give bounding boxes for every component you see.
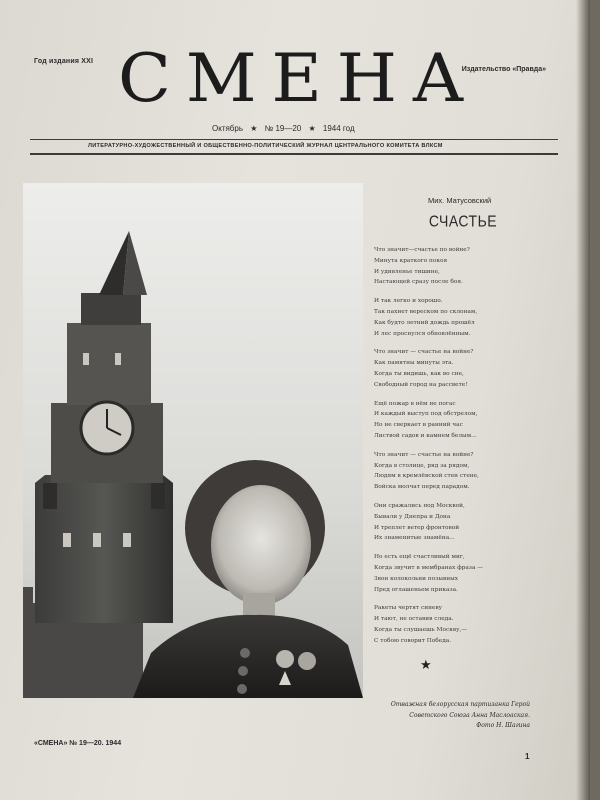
issue-line bbox=[212, 124, 360, 133]
star-icon: ★ bbox=[250, 124, 258, 133]
header-rule-top bbox=[30, 139, 558, 140]
poem-line: Как памятны минуты эта. bbox=[374, 360, 454, 367]
poem-line: Но не сверкает в ранний час bbox=[374, 422, 463, 429]
poem-line: И так легко и хорошо. bbox=[374, 298, 443, 305]
poem-line: Когда в столице, ряд за рядом, bbox=[374, 462, 470, 469]
star-icon: ★ bbox=[308, 124, 316, 133]
poem-line: Что значит — счастье на войне? bbox=[374, 349, 474, 356]
page-number: 1 bbox=[525, 752, 530, 761]
poem-title: СЧАСТЬЕ bbox=[428, 212, 498, 230]
stanza bbox=[374, 347, 554, 390]
caption-line: Советского Союза Анна Маслоаская. bbox=[409, 711, 530, 719]
poem-line: Что значит — счастье на войне? bbox=[374, 451, 474, 458]
masthead-title: СМЕНА bbox=[118, 40, 479, 117]
poem-line: Войска молчат перед парадом. bbox=[374, 484, 470, 491]
poem-line: Их знаменитые знамёна... bbox=[374, 535, 455, 542]
poem-line: Пред оглашеньем приказа. bbox=[374, 586, 458, 593]
poem-line: С тобою говорит Победа. bbox=[374, 637, 452, 644]
poem-line: Людям в кремлёвской стен стене, bbox=[374, 473, 479, 480]
journal-subtitle: ЛИТЕРАТУРНО-ХУДОЖЕСТВЕННЫЙ И ОБЩЕСТВЕННО-ПОЛИТИЧЕСКИЙ ЖУРНАЛ ЦЕНТРАЛЬНОГО КОМИТЕТА ВЛКСМ bbox=[88, 143, 443, 149]
page-edge-shadow bbox=[576, 0, 590, 800]
poem-line: И треплет ветер фронтовой bbox=[374, 524, 460, 531]
stanza bbox=[374, 501, 554, 544]
issue-number: № 19—20 bbox=[264, 124, 302, 133]
stanza bbox=[374, 603, 554, 646]
poem-line: Когда ты видишь, как во сне, bbox=[374, 370, 464, 377]
poem-body bbox=[374, 245, 554, 655]
footer-issue-ref: «СМЕНА» № 19—20. 1944 bbox=[34, 740, 122, 747]
photo-caption bbox=[370, 700, 530, 732]
stanza bbox=[374, 450, 554, 493]
poem-line: Что значит—счастье по войне? bbox=[374, 247, 470, 253]
stanza bbox=[374, 296, 554, 339]
end-star-icon: ★ bbox=[420, 658, 432, 673]
caption-line: Отважная белорусская партизанка Герой bbox=[390, 701, 530, 708]
publisher-label: Издательство «Правда» bbox=[461, 66, 546, 73]
poem-line: Настающей сразу после боя. bbox=[374, 279, 463, 286]
portrait-photo bbox=[23, 183, 363, 698]
poem-line: Так пахнет вереском по склонам, bbox=[374, 308, 478, 315]
header-rule-bottom bbox=[30, 153, 558, 155]
poem-line: Когда звучит в мембранах фраза — bbox=[374, 564, 484, 571]
photo-credit: Фото Н. Шагина bbox=[476, 722, 530, 729]
poem-line: Минута краткого покоя bbox=[374, 257, 448, 264]
poem-line: Они сражались под Москвой, bbox=[374, 502, 465, 509]
poem-line: Когда ты слушаешь Москву,— bbox=[374, 626, 468, 633]
poem-line: Бывали у Днепра и Дона bbox=[374, 513, 451, 520]
stanza bbox=[374, 245, 554, 288]
poem-line: И тают, не оставив следа. bbox=[374, 616, 454, 623]
poem-line: Ещё пожар в нём не погас bbox=[374, 400, 456, 407]
kremlin-tower-portrait-image bbox=[23, 183, 363, 698]
poem-line: И удивленье тишине, bbox=[374, 268, 440, 275]
issue-month: Октябрь bbox=[212, 124, 244, 133]
issue-year: 1944 год bbox=[322, 124, 355, 133]
poem-line: Как будто летний дождь прошёл bbox=[374, 319, 475, 326]
year-label: Год издания XXI bbox=[34, 58, 94, 65]
poem-line: Но есть ещё счастливый миг, bbox=[374, 554, 465, 561]
stanza bbox=[374, 552, 554, 595]
poem-line: Свободный город на рассвете! bbox=[374, 381, 468, 388]
poem-line: Звон колокольни позывных bbox=[374, 575, 459, 582]
poem-line: И каждый выступ под обстрелом, bbox=[374, 411, 478, 418]
poem-line: Ракеты чертят синеву bbox=[374, 605, 443, 612]
poem-line: И лес проснулся обновлённым. bbox=[374, 330, 471, 337]
poem-line: Листвой садов и камнем белым... bbox=[374, 432, 477, 439]
stanza bbox=[374, 399, 554, 442]
poem-author: Мих. Матусовский bbox=[428, 196, 492, 205]
